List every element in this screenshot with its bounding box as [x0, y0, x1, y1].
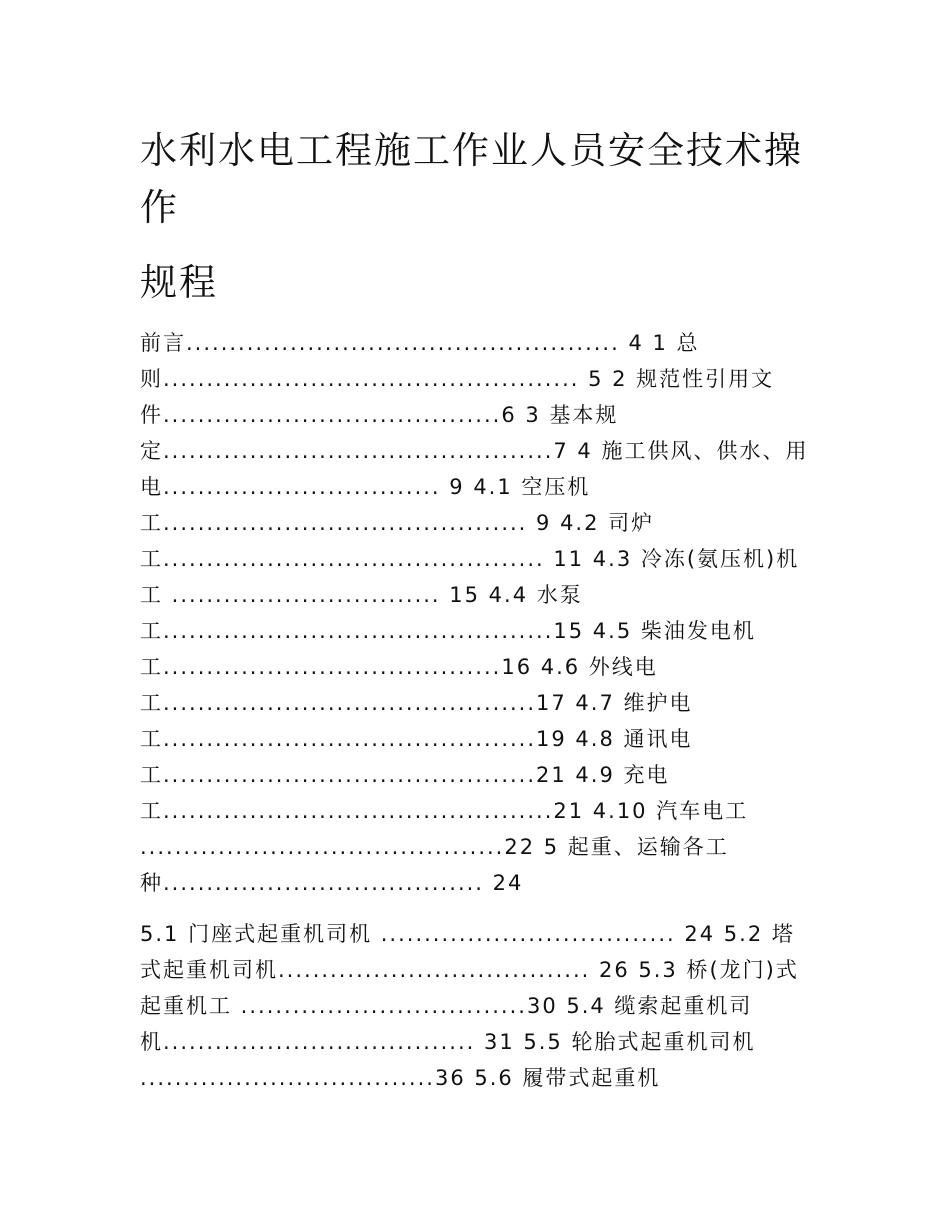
toc-line: 5.1 门座式起重机司机 .................................. 24 5.2 塔: [140, 922, 795, 946]
toc-line: 工...........................................21 4.9 充电: [140, 763, 670, 787]
toc-line: 机.................................... 31 5.5 轮胎式起重机司机: [140, 1030, 756, 1054]
document-title: [140, 122, 820, 311]
title-line-3: 规程: [140, 261, 218, 304]
table-of-contents-part-1: [140, 325, 820, 901]
toc-line: 工.............................................21 4.10 汽车电工: [140, 799, 749, 823]
toc-line: 则................................................ 5 2 规范性引用文: [140, 367, 775, 391]
toc-line: 式起重机司机.................................... 26 5.3 桥(龙门)式: [140, 958, 799, 982]
toc-line: 种..................................... 24: [140, 871, 524, 895]
toc-line: 起重机工 .................................30 5.4 缆索起重机司: [140, 994, 753, 1018]
table-of-contents-part-2: [140, 916, 820, 1096]
title-line-2: 作: [140, 186, 179, 229]
toc-line: 电................................ 9 4.1 空压机: [140, 475, 591, 499]
toc-line: 工...........................................19 4.8 通讯电: [140, 727, 693, 751]
toc-line: 工.......................................16 4.6 外线电: [140, 655, 658, 679]
toc-line: 工...........................................17 4.7 维护电: [140, 691, 693, 715]
toc-line: 工............................................ 11 4.3 冷冻(氨压机)机: [140, 547, 800, 571]
title-line-1: 水利水电工程施工作业人员安全技术操: [140, 129, 803, 172]
toc-line: 件.......................................6 3 基本规: [140, 403, 619, 427]
toc-line: 前言.................................................. 4 1 总: [140, 331, 700, 355]
toc-line: ..........................................22 5 起重、运输各工: [140, 835, 729, 859]
toc-line: 定.............................................7 4 施工供风、供水、用: [140, 439, 809, 463]
toc-line: 工.............................................15 4.5 柴油发电机: [140, 619, 756, 643]
toc-line: 工 ............................... 15 4.4 水泵: [140, 583, 583, 607]
toc-line: ..................................36 5.6 履带式起重机: [140, 1066, 661, 1090]
toc-line: 工.......................................... 9 4.2 司炉: [140, 511, 655, 535]
